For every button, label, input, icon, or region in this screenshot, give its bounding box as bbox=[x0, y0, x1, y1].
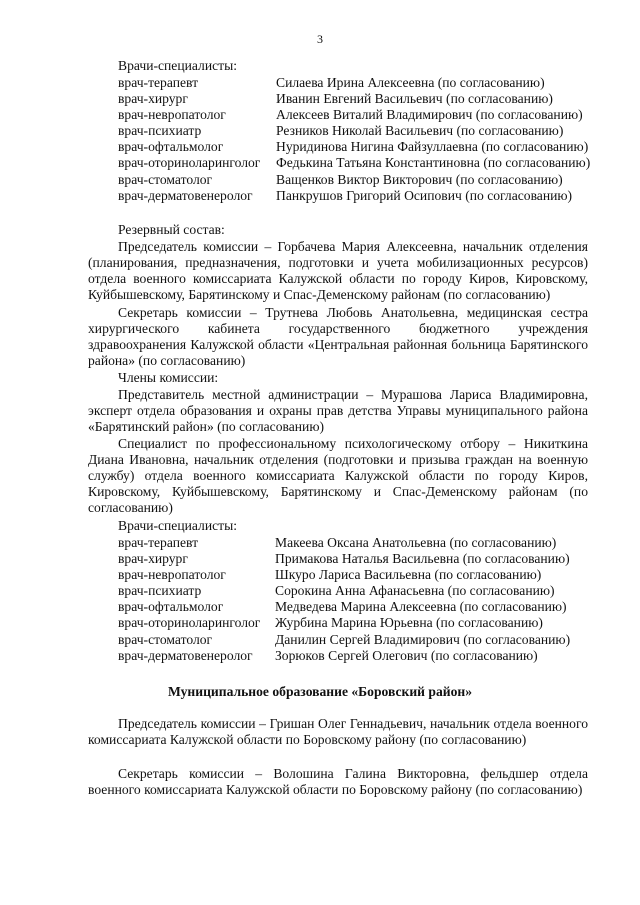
paragraph-text: Представитель местной администрации – Мурашова Лариса Владимировна, эксперт отдела образования и охраны прав детства Управы муниципального района «Барятинский район» (по согласованию) bbox=[88, 387, 588, 434]
reserve-secretary-paragraph bbox=[88, 305, 588, 369]
page-number: 3 bbox=[317, 32, 323, 46]
doctor-name: Федькина Татьяна Константиновна (по согласованию) bbox=[276, 155, 591, 171]
doctor-role: врач-дерматовенеролог bbox=[118, 187, 253, 203]
doctor-role: врач-невропатолог bbox=[118, 107, 226, 123]
doctor-role: врач-терапевт bbox=[118, 75, 199, 90]
list-item bbox=[118, 155, 618, 171]
doctor-role: врач-офтальмолог bbox=[118, 599, 224, 615]
list-item bbox=[118, 107, 618, 123]
doctor-name: Журбина Марина Юрьевна (по согласованию) bbox=[275, 615, 543, 631]
doctor-name: Алексеев Виталий Владимирович (по согласованию) bbox=[276, 107, 583, 123]
specialists-list bbox=[118, 75, 618, 204]
list-item bbox=[118, 632, 618, 648]
member-admin-paragraph bbox=[88, 387, 588, 435]
list-item bbox=[118, 535, 618, 551]
list-item bbox=[118, 615, 618, 631]
paragraph-text: Секретарь комиссии – Трутнева Любовь Анатольевна, медицинская сестра хирургического кабинета государственного бюджетного учреждения здравоохранения Калужской области «Центральная районная больница Барятинского района» (по согласованию) bbox=[88, 305, 588, 368]
list-item bbox=[118, 551, 618, 567]
doctor-role: врач-хирург bbox=[118, 91, 188, 107]
doctor-name: Примакова Наталья Васильевна (по согласованию) bbox=[275, 551, 570, 567]
reserve-chair-paragraph bbox=[88, 239, 588, 303]
doctor-name: Макеева Оксана Анатольевна (по согласованию) bbox=[275, 535, 557, 550]
doctor-role: врач-офтальмолог bbox=[118, 139, 224, 155]
list-item bbox=[118, 123, 618, 139]
doctor-name: Силаева Ирина Алексеевна (по согласованию) bbox=[276, 75, 545, 90]
list-item bbox=[118, 139, 618, 155]
doctor-role: врач-дерматовенеролог bbox=[118, 647, 253, 663]
doctor-role: врач-стоматолог bbox=[118, 631, 213, 647]
doctor-role: врач-хирург bbox=[118, 551, 188, 567]
doctor-name: Данилин Сергей Владимирович (по согласованию) bbox=[275, 631, 571, 647]
doctor-role: врач-оториноларинголог bbox=[118, 615, 261, 631]
section-title: Муниципальное образование «Боровский район» bbox=[167, 684, 473, 699]
list-item bbox=[118, 648, 618, 664]
doctor-role: врач-психиатр bbox=[118, 123, 202, 139]
doctor-name: Шкуро Лариса Васильевна (по согласованию) bbox=[275, 567, 542, 583]
paragraph-text: Председатель комиссии – Гришан Олег Геннадьевич, начальник отдела военного комиссариата Калужской области по Боровскому району (по согласованию) bbox=[88, 716, 588, 747]
doctor-role: врач-терапевт bbox=[118, 535, 199, 550]
member-psych-paragraph bbox=[88, 436, 588, 516]
borovsk-chair-paragraph bbox=[88, 716, 588, 748]
list-item bbox=[118, 599, 618, 615]
doctor-role: врач-психиатр bbox=[118, 583, 202, 599]
list-item bbox=[118, 75, 618, 91]
doctor-name: Иванин Евгений Васильевич (по согласованию) bbox=[276, 91, 553, 107]
reserve-heading: Резервный состав: bbox=[118, 222, 225, 237]
members-heading: Члены комиссии: bbox=[118, 370, 219, 385]
doctor-name: Панкрушов Григорий Осипович (по согласованию) bbox=[276, 187, 573, 203]
doctor-name: Нуридинова Нигина Файзуллаевна (по согласованию) bbox=[276, 139, 589, 155]
paragraph-text: Специалист по профессиональному психологическому отбору – Никиткина Диана Ивановна, начальник отделения (подготовки и призыва граждан на военную службу) отдела военного комиссариата Калужской области по городу Киров, Кировскому, Куйбышевскому, Барятинскому и Спас-Деменскому районам (по согласованию) bbox=[88, 436, 588, 515]
doctor-role: врач-невропатолог bbox=[118, 567, 226, 583]
doctor-role: врач-оториноларинголог bbox=[118, 155, 261, 171]
specialists-list bbox=[118, 535, 618, 664]
list-item bbox=[118, 567, 618, 583]
doctor-name: Медведева Марина Алексеевна (по согласованию) bbox=[275, 599, 567, 615]
borovsk-secretary-paragraph bbox=[88, 766, 588, 798]
list-item bbox=[118, 91, 618, 107]
paragraph-text: Секретарь комиссии – Волошина Галина Викторовна, фельдшер отдела военного комиссариата Калужской области по Боровскому району (по согласованию) bbox=[88, 766, 588, 797]
doctor-name: Зорюков Сергей Олегович (по согласованию) bbox=[275, 647, 538, 663]
list-item bbox=[118, 188, 618, 204]
list-item bbox=[118, 172, 618, 188]
specialists-heading: Врачи-специалисты: bbox=[118, 58, 237, 73]
paragraph-text: Председатель комиссии – Горбачева Мария Алексеевна, начальник отделения (планирования, предназначения, подготовки и учета мобилизационных ресурсов) отдела военного комиссариата Калужской области по городу Киров, Кировскому, Куйбышевскому, Барятинскому и Спас-Деменскому районам (по согласованию) bbox=[88, 239, 588, 302]
doctor-name: Ващенков Виктор Викторович (по согласованию) bbox=[276, 171, 563, 187]
specialists-heading: Врачи-специалисты: bbox=[118, 518, 237, 533]
doctor-name: Резников Николай Васильевич (по согласованию) bbox=[276, 123, 564, 139]
list-item bbox=[118, 583, 618, 599]
doctor-name: Сорокина Анна Афанасьевна (по согласованию) bbox=[275, 583, 555, 599]
doctor-role: врач-стоматолог bbox=[118, 171, 213, 187]
